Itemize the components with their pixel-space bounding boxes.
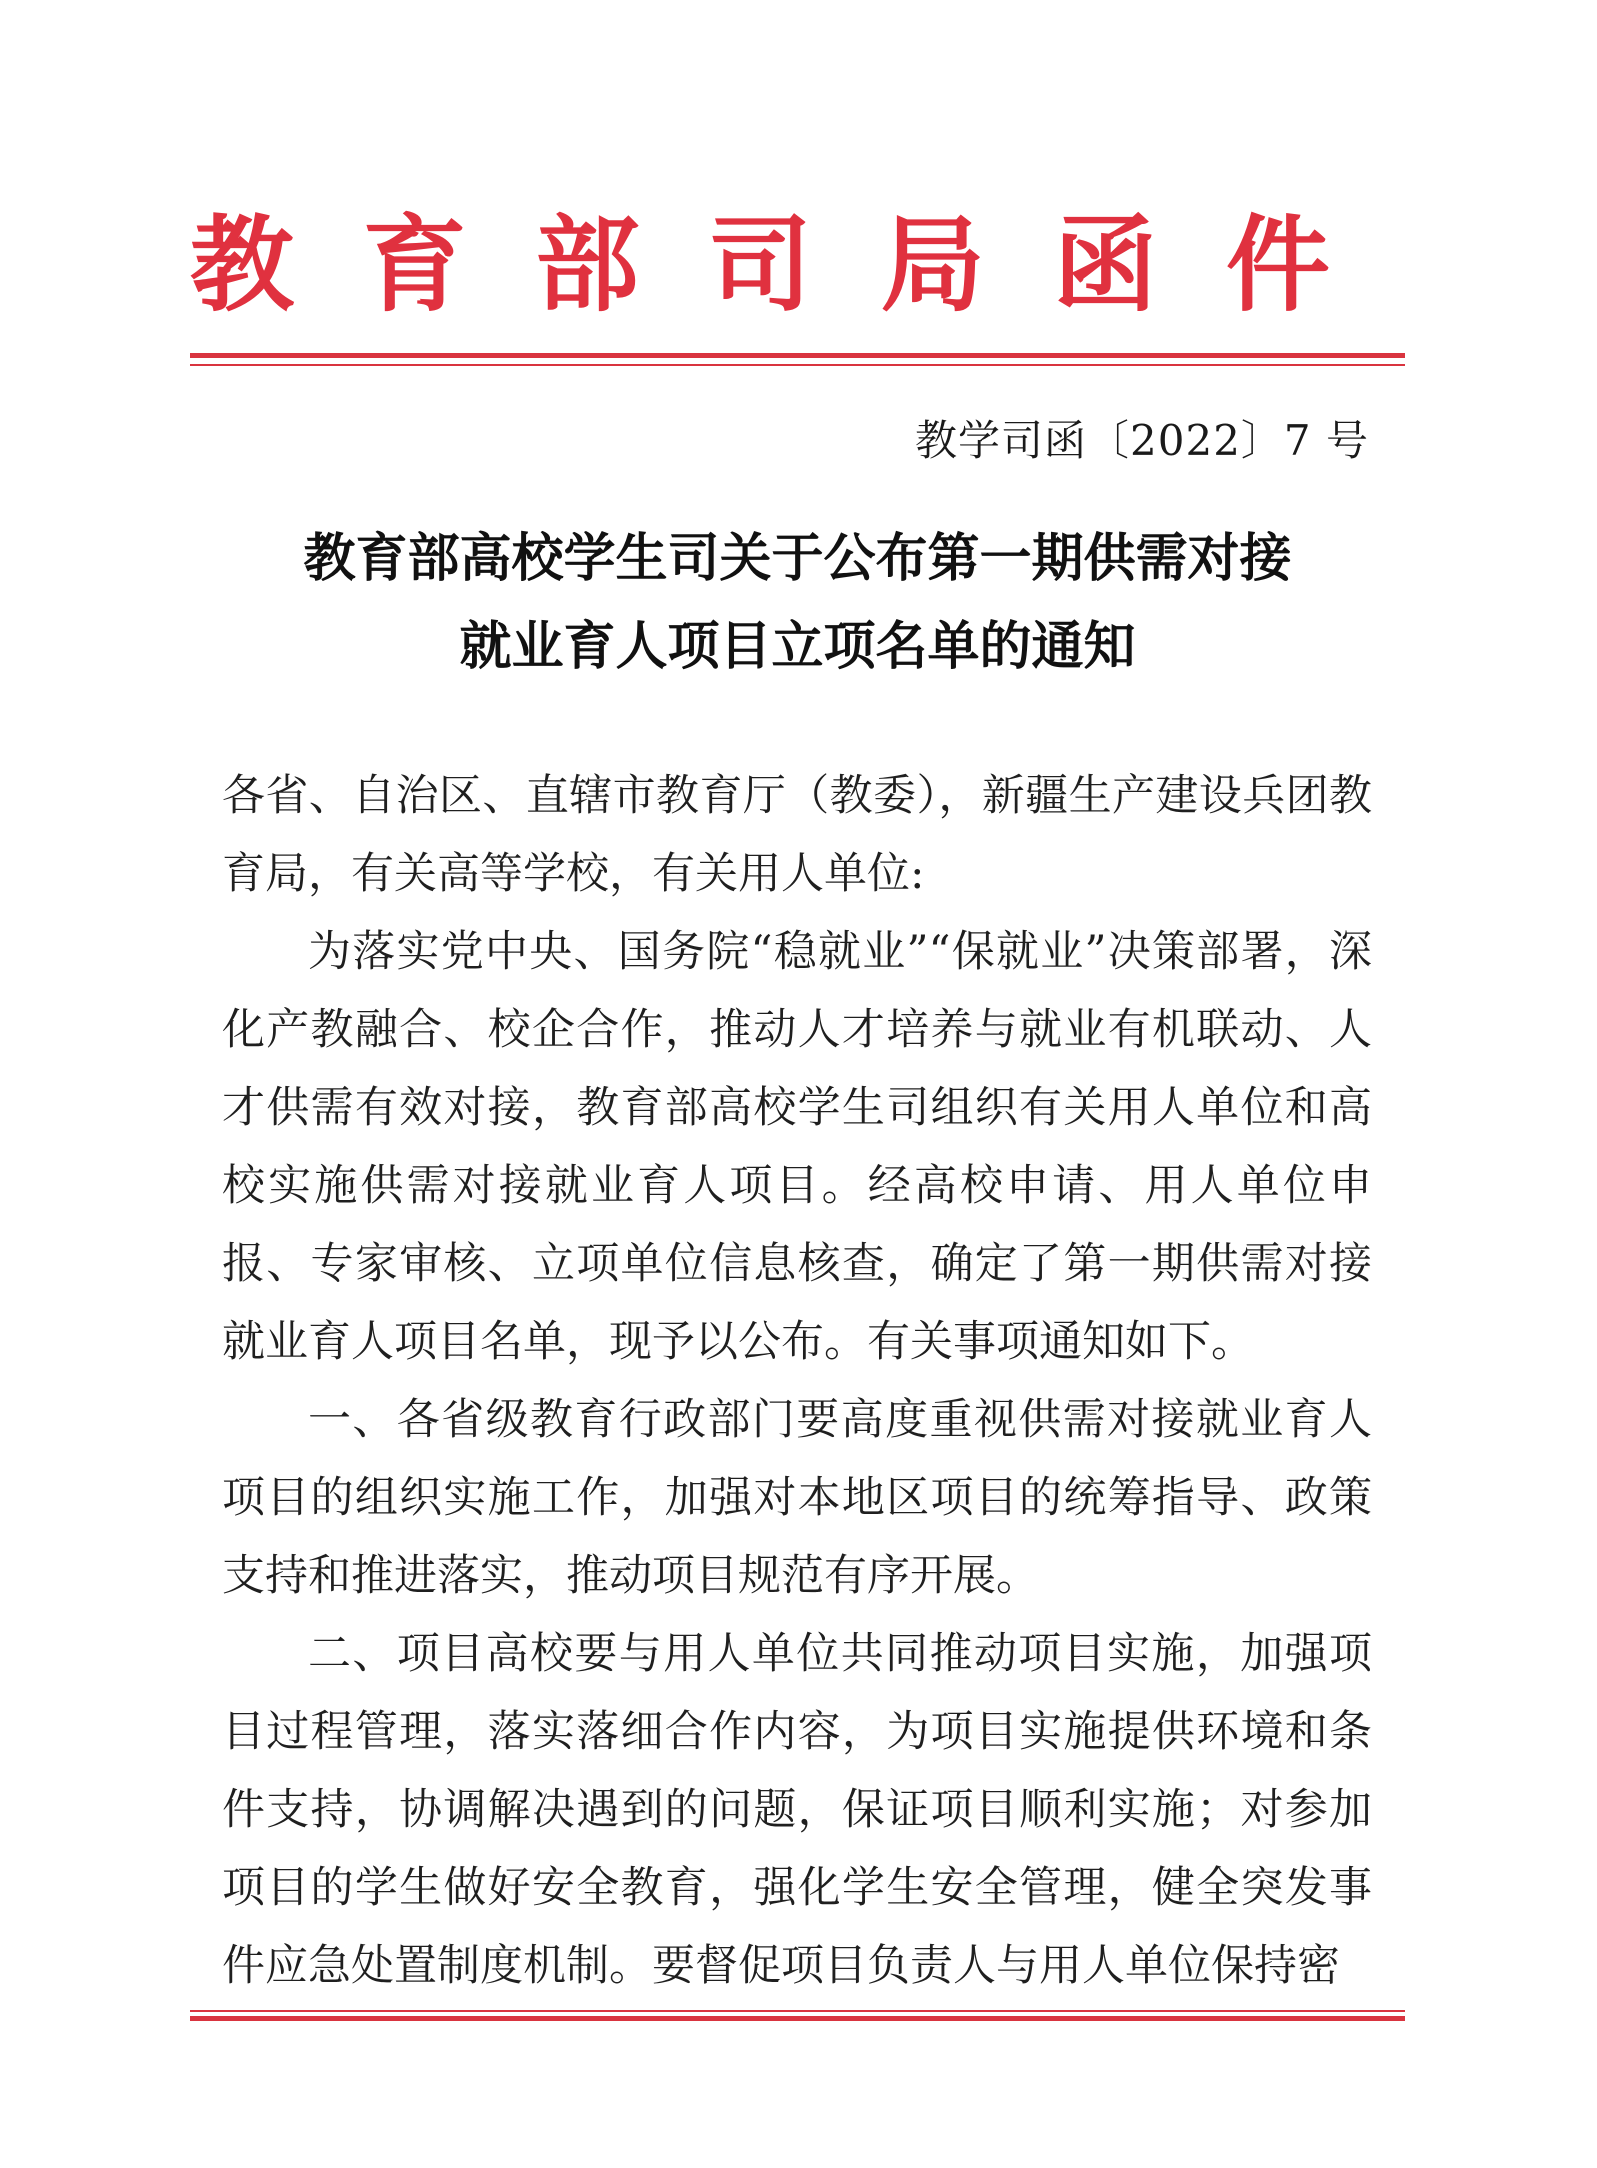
footer-divider-thick [190, 2016, 1405, 2021]
letterhead-char: 件 [1225, 203, 1330, 326]
letterhead-char: 局 [880, 203, 985, 326]
letterhead-char: 函 [1053, 203, 1158, 326]
paragraph: 二、项目高校要与用人单位共同推动项目实施，加强项目过程管理，落实落细合作内容，为项目实施提供环境和条件支持，协调解决遇到的问题，保证项目顺利实施；对参加项目的学生做好安全教育，强化学生安全管理，健全突发事件应急处置制度机制。要督促项目负责人与用人单位保持密 [222, 1629, 1372, 1991]
paragraph: 一、各省级教育行政部门要高度重视供需对接就业育人项目的组织实施工作，加强对本地区项目的统筹指导、政策支持和推进落实，推动项目规范有序开展。 [222, 1395, 1372, 1601]
title-line-2: 就业育人项目立项名单的通知 [459, 616, 1136, 677]
document-body [222, 757, 1372, 2005]
salutation: 各省、自治区、直辖市教育厅（教委），新疆生产建设兵团教育局，有关高等学校，有关用人单位: [222, 771, 1372, 899]
letterhead-char: 教 [190, 203, 295, 326]
document-number: 教学司函〔2022〕7 号 [915, 416, 1369, 465]
header-divider-thick [190, 353, 1405, 358]
title-line-1: 教育部高校学生司关于公布第一期供需对接 [303, 528, 1292, 589]
letterhead-char: 司 [707, 203, 812, 326]
letterhead-char: 育 [362, 203, 467, 326]
letterhead-char: 部 [535, 203, 640, 326]
paragraph: 为落实党中央、国务院“稳就业”“保就业”决策部署，深化产教融合、校企合作，推动人才培养与就业有机联动、人才供需有效对接，教育部高校学生司组织有关用人单位和高校实施供需对接就业育人项目。经高校申请、用人单位申报、专家审核、立项单位信息核查，确定了第一期供需对接就业育人项目名单，现予以公布。有关事项通知如下。 [222, 927, 1372, 1367]
footer-divider-thin [190, 2010, 1405, 2012]
header-divider-thin [190, 364, 1405, 366]
letterhead-title [190, 195, 1330, 335]
document-title [190, 515, 1405, 691]
